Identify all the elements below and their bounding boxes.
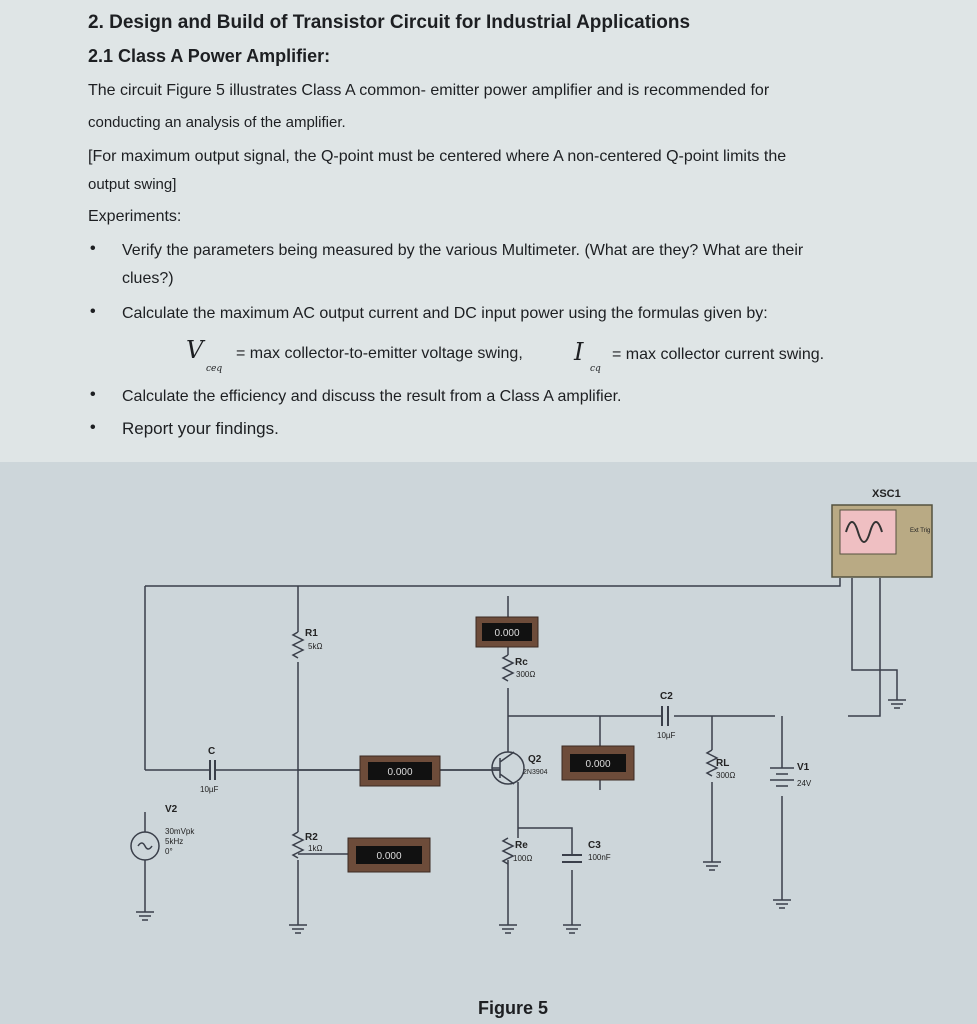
- bullet-dot: •: [90, 240, 96, 257]
- q2-value: 2N3904: [523, 769, 548, 776]
- section-heading: 2. Design and Build of Transistor Circuit for Industrial Applications: [88, 12, 691, 33]
- v2-frequency: 5kHz: [165, 837, 184, 846]
- circuit-schematic: [0, 462, 977, 1024]
- c2-label: C2: [660, 691, 673, 702]
- formula-i-subscript: cq: [590, 364, 601, 374]
- figure-caption: Figure 5: [478, 998, 549, 1018]
- bullet-2: Calculate the maximum AC output current and DC input power using the formulas given by:: [122, 305, 768, 322]
- r1-value: 5kΩ: [308, 642, 323, 651]
- re-label: Re: [515, 840, 528, 851]
- note-line-2: output swing]: [88, 176, 177, 193]
- c2-value: 10µF: [657, 731, 676, 740]
- v2-phase: 0°: [165, 847, 173, 856]
- circuit-figure-area: [0, 462, 977, 1024]
- r1-label: R1: [305, 628, 318, 639]
- c3-label: C3: [588, 840, 601, 851]
- oscilloscope-xsc1: [832, 505, 932, 577]
- rc-value: 300Ω: [516, 670, 536, 679]
- subsection-heading: 2.1 Class A Power Amplifier:: [88, 46, 331, 66]
- re-value: 100Ω: [513, 854, 533, 863]
- intro-line-1: The circuit Figure 5 illustrates Class A common- emitter power amplifier and is recommended for: [88, 82, 770, 99]
- formula-v-symbol: V: [186, 336, 204, 364]
- rl-label: RL: [716, 758, 730, 769]
- q2-label: Q2: [528, 754, 542, 765]
- c-value: 10µF: [200, 785, 219, 794]
- c3-value: 100nF: [588, 853, 611, 862]
- note-line-1: [For maximum output signal, the Q-point must be centered where A non-centered Q-point limits the: [88, 148, 787, 165]
- bullet-4: Report your findings.: [122, 419, 279, 438]
- v1-value: 24V: [797, 779, 812, 788]
- experiments-label: Experiments:: [88, 208, 182, 225]
- v2-amplitude: 30mVpk: [165, 827, 195, 836]
- rl-value: 300Ω: [716, 771, 736, 780]
- formula-i-description: = max collector current swing.: [612, 346, 825, 363]
- bullet-1-line-1: Verify the parameters being measured by the various Multimeter. (What are they? What are their: [122, 242, 804, 259]
- bullet-3: Calculate the efficiency and discuss the result from a Class A amplifier.: [122, 388, 622, 405]
- bullet-1-line-2: clues?): [122, 270, 174, 287]
- bullet-dot: •: [90, 419, 96, 436]
- meter-reading: 0.000: [585, 759, 611, 770]
- formula-v-subscript: ceq: [206, 364, 223, 374]
- c-label: C: [208, 746, 216, 757]
- v2-label: V2: [165, 804, 178, 815]
- bullet-dot: •: [90, 303, 96, 320]
- intro-line-2: conducting an analysis of the amplifier.: [88, 114, 346, 131]
- meter-reading: 0.000: [376, 851, 402, 862]
- v1-label: V1: [797, 762, 810, 773]
- bullet-dot: •: [90, 386, 96, 403]
- r2-label: R2: [305, 832, 318, 843]
- document-text: [0, 0, 977, 462]
- r2-value: 1kΩ: [308, 844, 323, 853]
- formula-i-symbol: I: [574, 338, 584, 366]
- scope-ext-trig: Ext Trig: [910, 528, 931, 534]
- meter-reading: 0.000: [387, 767, 413, 778]
- scope-label: XSC1: [872, 488, 901, 500]
- meter-reading: 0.000: [494, 628, 520, 639]
- rc-label: Rc: [515, 657, 528, 668]
- formula-v-description: = max collector-to-emitter voltage swing,: [236, 345, 523, 362]
